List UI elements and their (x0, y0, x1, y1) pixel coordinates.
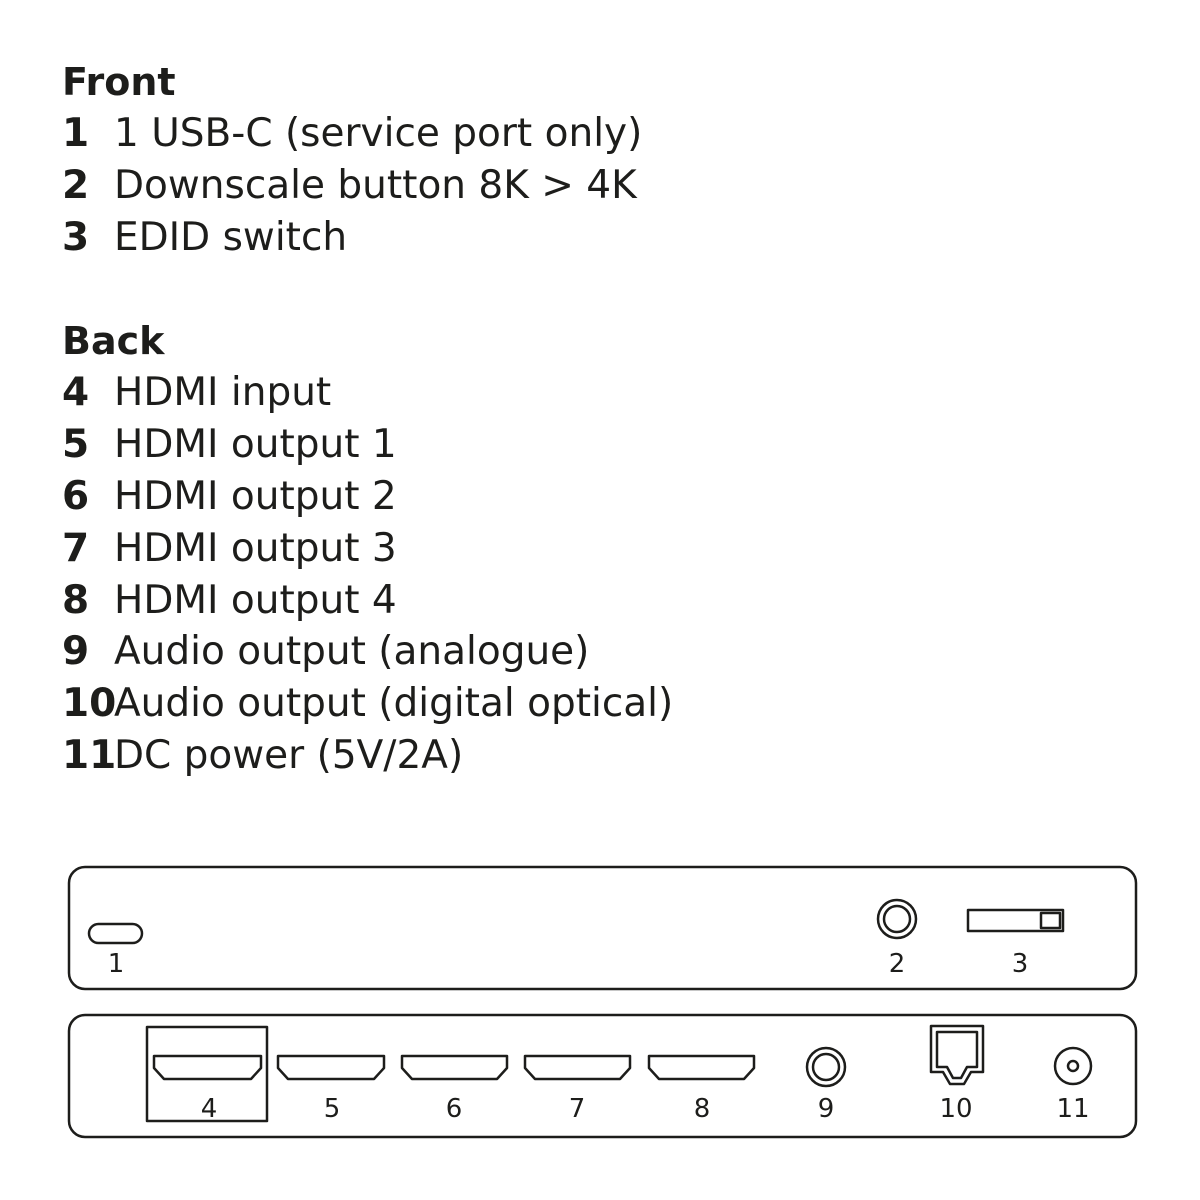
front-panel (69, 867, 1136, 989)
legend-label: HDMI output 1 (114, 422, 397, 468)
downscale-button (878, 900, 916, 938)
callout-audio-analogue: 9 (817, 1094, 835, 1124)
hdmi-output-3-port (525, 1056, 630, 1079)
switch-knob-icon (1041, 913, 1060, 928)
callout-hdmi-output-4: 8 (693, 1094, 711, 1124)
hdmi-output-1-port (278, 1056, 384, 1079)
hdmi-connector-icon (154, 1056, 261, 1079)
optical-port-outer-icon (931, 1026, 983, 1084)
legend-label: EDID switch (114, 214, 348, 260)
edid-switch (968, 910, 1063, 931)
audio-optical-port (931, 1026, 983, 1084)
button-inner-ring-icon (884, 906, 910, 932)
legend-label: HDMI output 4 (114, 577, 397, 623)
hdmi-connector-icon (525, 1056, 630, 1079)
hdmi-output-4-port (649, 1056, 754, 1079)
callout-edid-switch: 3 (1011, 949, 1029, 979)
callout-audio-optical: 10 (939, 1094, 973, 1124)
legend-label: Downscale button 8K > 4K (114, 162, 637, 208)
usb-c-port (89, 924, 142, 943)
legend-number: 9 (62, 629, 90, 675)
legend-number: 10 (62, 681, 117, 727)
legend-label: HDMI input (114, 370, 332, 416)
hdmi-connector-icon (402, 1056, 507, 1079)
legend-label: HDMI output 3 (114, 525, 397, 571)
legend-number: 5 (62, 422, 90, 468)
back-panel (69, 1015, 1136, 1137)
legend-number: 4 (62, 370, 90, 416)
legend-number: 2 (62, 162, 90, 208)
legend-number: 3 (62, 214, 90, 260)
callout-hdmi-output-3: 7 (568, 1094, 586, 1124)
front-panel-outline (69, 867, 1136, 989)
hdmi-output-2-port (402, 1056, 507, 1079)
legend-label: 1 USB-C (service port only) (114, 111, 643, 156)
dc-power-port (1055, 1048, 1091, 1084)
callout-dc-power: 11 (1056, 1094, 1090, 1124)
front-title: Front (62, 60, 176, 104)
hdmi-connector-icon (278, 1056, 384, 1079)
audio-jack-inner-icon (813, 1054, 839, 1080)
hdmi-connector-icon (649, 1056, 754, 1079)
legend-label: Audio output (analogue) (114, 629, 590, 675)
legend-label: DC power (5V/2A) (114, 732, 464, 778)
audio-analogue-port (807, 1048, 845, 1086)
callout-usb-c: 1 (107, 949, 125, 979)
callout-hdmi-input: 4 (200, 1094, 218, 1124)
dc-jack-outer-icon (1055, 1048, 1091, 1084)
legend-label: Audio output (digital optical) (114, 681, 674, 727)
legend-number: 6 (62, 473, 90, 519)
legend-number: 8 (62, 577, 90, 623)
back-title: Back (62, 319, 165, 364)
legend-number: 7 (62, 525, 90, 571)
legend-number: 1 (62, 111, 90, 156)
dc-jack-pin-icon (1068, 1061, 1078, 1071)
callout-downscale-button: 2 (888, 949, 906, 979)
legend-label: HDMI output 2 (114, 473, 397, 519)
usb-c-icon (89, 924, 142, 943)
callout-hdmi-output-1: 5 (323, 1094, 341, 1124)
callout-hdmi-output-2: 6 (445, 1094, 463, 1124)
legend-number: 11 (62, 732, 117, 778)
